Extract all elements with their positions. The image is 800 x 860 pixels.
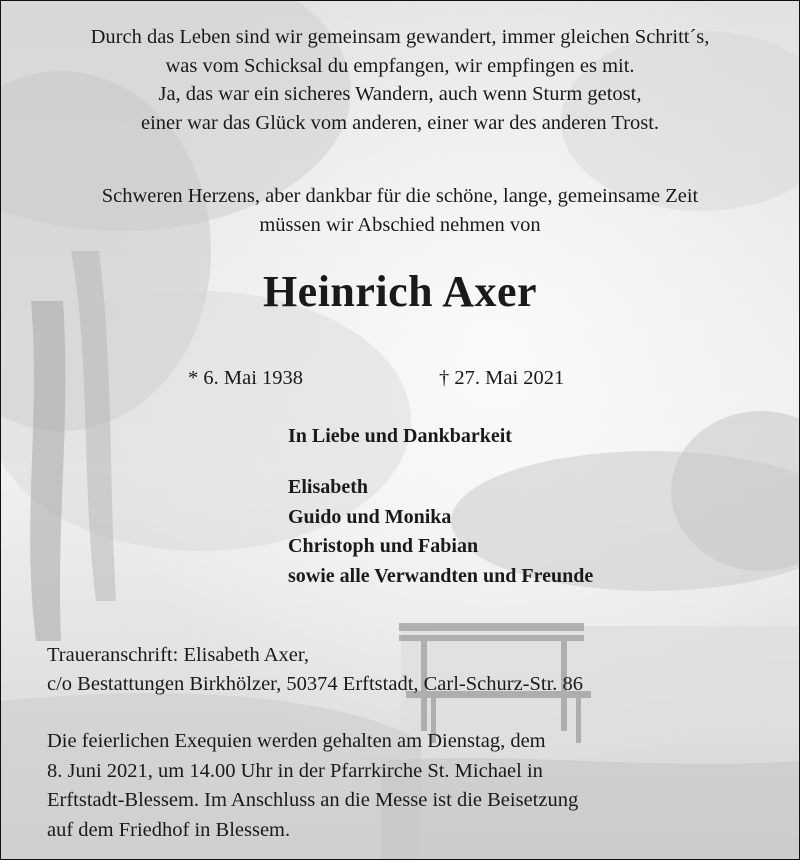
address-line: Traueranschrift: Elisabeth Axer, [47,644,310,666]
deceased-name: Heinrich Axer [262,267,538,316]
mourners-intro: In Liebe und Dankbarkeit [288,425,512,447]
mourning-address [47,641,583,699]
intro-line: Schweren Herzens, aber dankbar für die schöne, lange, gemeinsame Zeit [101,185,699,207]
service-line: Die feierlichen Exequien werden gehalten am Dienstag, dem [47,730,546,752]
address-line: c/o Bestattungen Birkhölzer, 50374 Erftstadt, Carl-Schurz-Str. 86 [47,673,584,695]
service-line: auf dem Friedhof in Blessem. [47,818,291,841]
mourner-name: sowie alle Verwandten und Freunde [288,564,594,587]
mourner-name: Guido und Monika [288,505,452,528]
service-line: 8. Juni 2021, um 14.00 Uhr in der Pfarrkirche St. Michael in [47,759,543,782]
birth-date: * 6. Mai 1938 [188,367,304,389]
poem-line: Durch das Leben sind wir gemeinsam gewandert, immer gleichen Schritt´s, [90,26,710,48]
poem-line: einer war das Glück vom anderen, einer war des anderen Trost. [140,111,660,134]
mourner-name: Christoph und Fabian [288,535,479,557]
death-date: † 27. Mai 2021 [439,367,565,389]
funeral-service-info [47,727,578,845]
service-line: Erftstadt-Blessem. Im Anschluss an die Messe ist die Beisetzung [47,789,579,811]
memorial-poem [1,23,799,137]
mourner-name: Elisabeth [288,476,369,498]
intro-line: müssen wir Abschied nehmen von [259,214,541,236]
poem-line: Ja, das war ein sicheres Wandern, auch wenn Sturm getost, [158,83,642,105]
poem-line: was vom Schicksal du empfangen, wir empfingen es mit. [165,54,635,77]
mourners-list [288,473,593,591]
farewell-intro [1,182,799,240]
